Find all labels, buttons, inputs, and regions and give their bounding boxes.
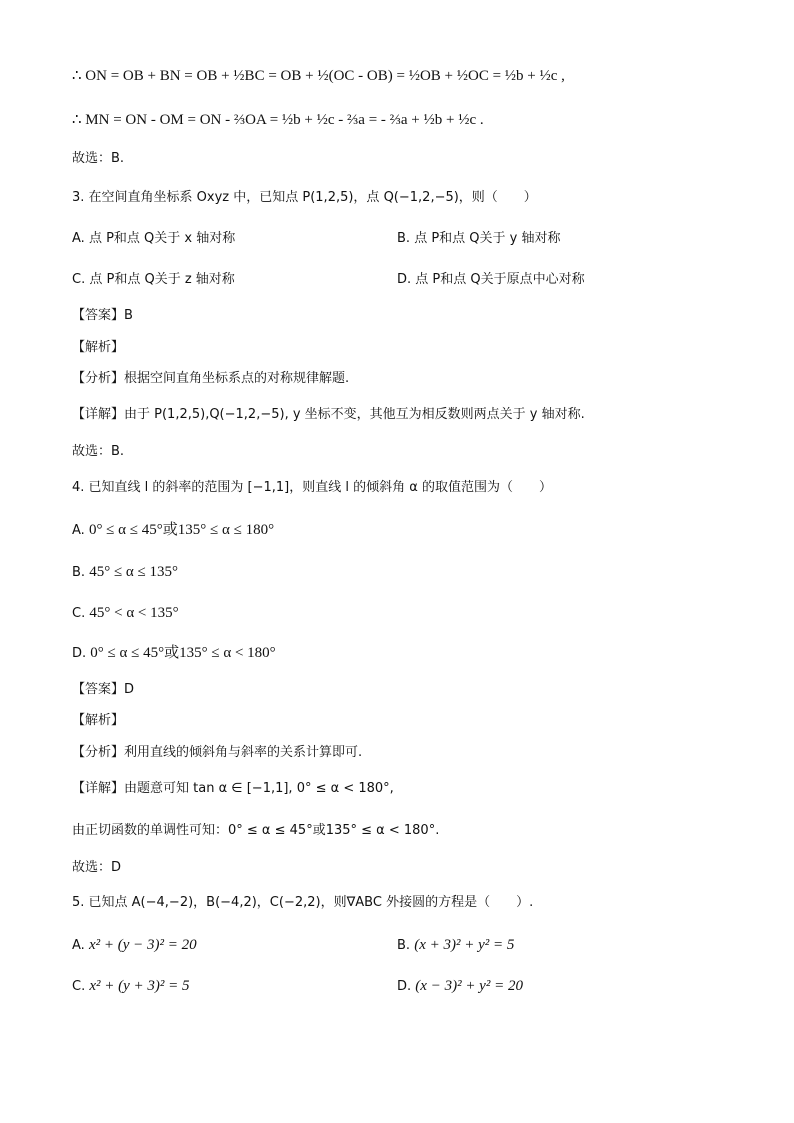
- q5-option-a: [72, 935, 197, 956]
- option-label: C.: [72, 272, 86, 287]
- q3-option-a: [72, 229, 235, 249]
- q5-option-b: [397, 935, 514, 956]
- q4-answer: 【答案】D: [72, 682, 135, 697]
- derivation-line-1: ∴ ON = OB + BN = OB + ½BC = OB + ½(OC - OB) = ½OB + ½OC = ½b + ½c ,: [72, 68, 565, 84]
- option-label: B.: [397, 231, 411, 246]
- derivation-line-2: ∴ MN = ON - OM = ON - ⅔OA = ½b + ½c - ⅔a = - ⅔a + ½b + ½c .: [72, 112, 484, 128]
- option-text: 点 P和点 Q关于 z 轴对称: [89, 272, 235, 287]
- q5-option-c: [72, 976, 190, 997]
- q4-stem: 4. 已知直线 l 的斜率的范围为 [−1,1]，则直线 l 的倾斜角 α 的取值范围为（ ）: [72, 480, 552, 495]
- q3-stem: 3. 在空间直角坐标系 Oxyz 中，已知点 P(1,2,5)，点 Q(−1,2,−5)，则（ ）: [72, 190, 537, 205]
- q3-option-d: [397, 270, 585, 290]
- option-text: 0° ≤ α ≤ 45°或135° ≤ α < 180°: [90, 645, 276, 661]
- option-text: (x − 3)² + y² = 20: [415, 978, 523, 994]
- option-label: C.: [72, 979, 86, 994]
- option-text: 点 P和点 Q关于 x 轴对称: [88, 231, 236, 246]
- option-text: x² + (y + 3)² = 5: [89, 978, 190, 994]
- option-label: A.: [72, 938, 85, 953]
- option-label: D.: [72, 646, 87, 661]
- q5-option-d: [397, 976, 523, 997]
- option-text: 45° ≤ α ≤ 135°: [89, 564, 179, 580]
- q3-detail: 【详解】由于 P(1,2,5),Q(−1,2,−5), y 坐标不变，其他互为相反数则两点关于 y 轴对称.: [72, 407, 585, 422]
- option-text: 点 P和点 Q关于 y 轴对称: [414, 231, 561, 246]
- q3-choice: 故选：B.: [72, 444, 125, 459]
- option-label: B.: [397, 938, 411, 953]
- option-label: C.: [72, 606, 86, 621]
- q4-option-b: [72, 562, 178, 583]
- q4-analysis: 【分析】利用直线的倾斜角与斜率的关系计算即可.: [72, 745, 363, 760]
- q4-monotone: 由正切函数的单调性可知：0° ≤ α ≤ 45°或135° ≤ α < 180°.: [72, 823, 440, 838]
- option-label: A.: [72, 523, 85, 538]
- q4-analysis-heading: 【解析】: [72, 713, 125, 728]
- option-label: D.: [397, 979, 412, 994]
- q4-option-d: [72, 643, 276, 664]
- q5-stem: 5. 已知点 A(−4,−2)，B(−4,2)，C(−2,2)，则∇ABC 外接圆的方程是（ ）.: [72, 895, 534, 910]
- option-text: x² + (y − 3)² = 20: [88, 937, 197, 953]
- option-label: B.: [72, 565, 86, 580]
- q4-choice: 故选：D: [72, 860, 122, 875]
- option-text: 点 P和点 Q关于原点中心对称: [415, 272, 585, 287]
- q3-option-b: [397, 229, 561, 249]
- q3-analysis-heading: 【解析】: [72, 340, 125, 355]
- q4-option-a: [72, 520, 274, 541]
- option-text: 45° < α < 135°: [89, 605, 179, 621]
- derivation-choice: 故选：B.: [72, 151, 125, 166]
- q3-option-c: [72, 270, 235, 290]
- q3-answer: 【答案】B: [72, 308, 133, 323]
- q4-option-c: [72, 603, 179, 624]
- option-text: (x + 3)² + y² = 5: [414, 937, 515, 953]
- option-text: 0° ≤ α ≤ 45°或135° ≤ α ≤ 180°: [88, 522, 275, 538]
- q4-detail: 【详解】由题意可知 tan α ∈ [−1,1], 0° ≤ α < 180°,: [72, 781, 394, 796]
- option-label: A.: [72, 231, 85, 246]
- option-label: D.: [397, 272, 412, 287]
- q3-analysis: 【分析】根据空间直角坐标系点的对称规律解题.: [72, 371, 350, 386]
